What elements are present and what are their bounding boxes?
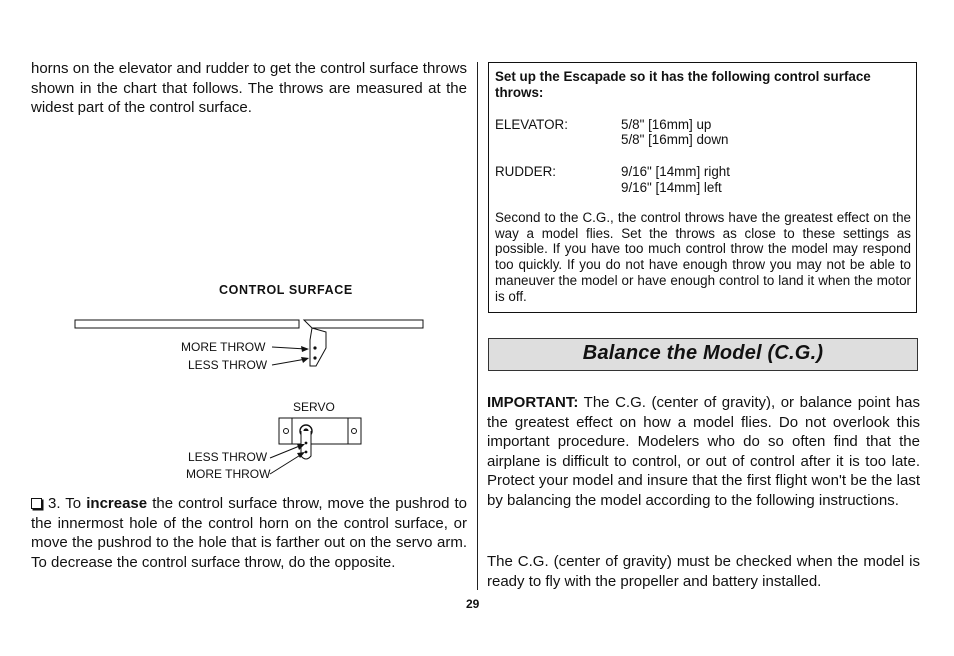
- important-label: IMPORTANT:: [487, 394, 579, 411]
- surface-more-throw-label: MORE THROW: [181, 340, 266, 354]
- elevator-label: ELEVATOR:: [495, 117, 568, 132]
- intro-paragraph: horns on the elevator and rudder to get the control surface throws shown in the chart that follows. The throws are measured at the widest part of the control surface.: [31, 60, 467, 117]
- step-3-number: 3. To: [48, 495, 87, 512]
- rudder-label: RUDDER:: [495, 164, 557, 179]
- control-surface-drawing: [30, 300, 490, 520]
- checkbox-icon[interactable]: [31, 498, 42, 509]
- cg-paragraph: The C.G. (center of gravity) must be checked when the model is ready to fly with the propeller and battery installed.: [487, 553, 920, 590]
- diagram-title: CONTROL SURFACE: [219, 283, 353, 297]
- section-heading-bar: [488, 338, 918, 371]
- servo-less-throw-label: LESS THROW: [188, 450, 268, 464]
- rudder-left-value: 9/16" [14mm] left: [621, 180, 722, 195]
- important-paragraph: [487, 393, 920, 511]
- important-text: The C.G. (center of gravity), or balance point has the greatest effect on how a model flies. Do not overlook this important procedure. Modelers who do so often find that the airplane is difficult to control, or out of control after it is too late. Protect your model and insure that the first flight won't be the last by balancing the model according to the following instructions.: [487, 394, 920, 509]
- page-number: 29: [466, 597, 480, 611]
- servo-label: SERVO: [293, 400, 335, 414]
- control-horn-shape: [310, 328, 326, 366]
- throws-box-title: Set up the Escapade so it has the following control surface throws:: [495, 69, 871, 100]
- servo-body: [279, 418, 361, 444]
- step-3-text: the control surface throw, move the pushrod to the innermost hole of the control horn on the control surface, or move the pushrod to the hole that is farther out on the servo arm. To decrease the control surface throw, do the opposite.: [31, 495, 468, 571]
- elevator-down-value: 5/8" [16mm] down: [621, 132, 729, 147]
- control-throws-box: [488, 62, 917, 313]
- section-heading: Balance the Model (C.G.): [582, 342, 824, 364]
- stabilizer-shape: [75, 320, 299, 328]
- step-3-bold: increase: [86, 495, 148, 512]
- step-3-paragraph: [31, 494, 467, 572]
- rudder-right-value: 9/16" [14mm] right: [621, 164, 730, 179]
- elevator-up-value: 5/8" [16mm] up: [621, 117, 712, 132]
- throws-box-note: Second to the C.G., the control throws have the greatest effect on the way a model flies. Set the throws as close to these settings as possible. If you have too much control throw the model may respond too quickly. If you do not have enough throw you may not be able to maneuver the model or have enough control to land it when the motor is off.: [495, 210, 911, 304]
- servo-more-throw-label: MORE THROW: [186, 467, 271, 481]
- column-divider: [477, 62, 478, 590]
- control-surface-shape: [304, 320, 423, 328]
- surface-less-throw-label: LESS THROW: [188, 358, 268, 372]
